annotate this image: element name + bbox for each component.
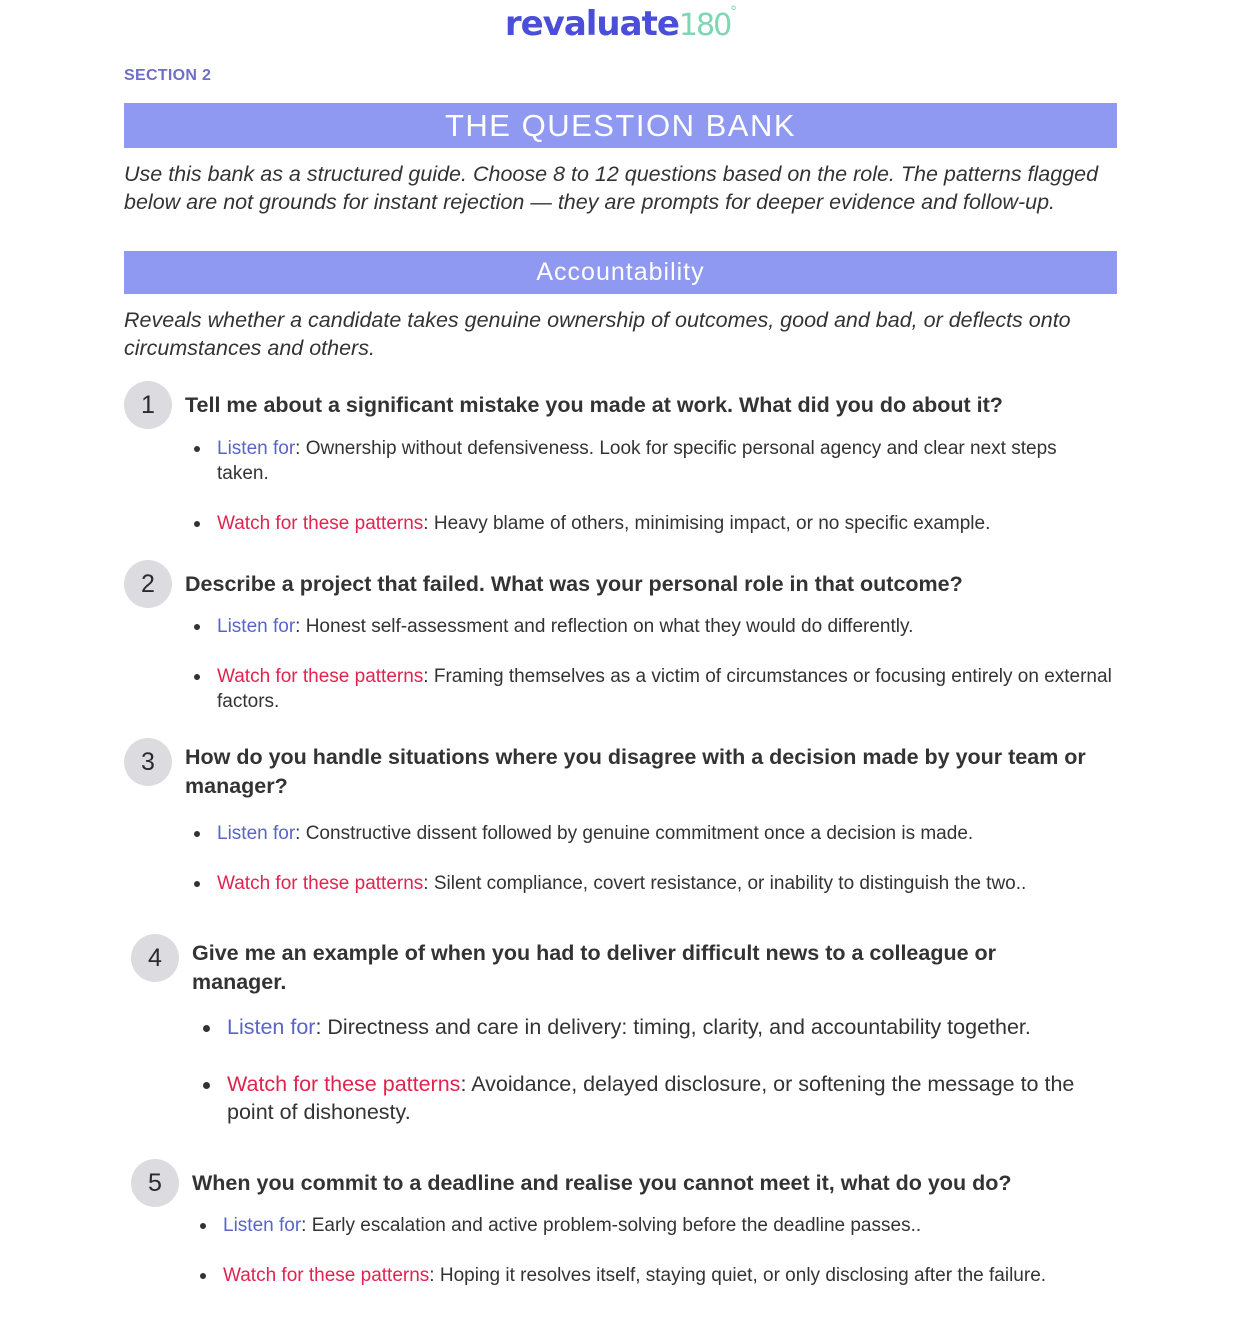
question-number: 2 xyxy=(124,560,172,608)
question-text: How do you handle situations where you disagree with a decision made by your team or manager? xyxy=(185,745,1086,798)
logo-number: 180 xyxy=(678,8,731,43)
listen-for-label: Listen for xyxy=(227,1015,316,1039)
logo-mark: ° xyxy=(730,4,737,20)
listen-for-text: : Early escalation and active problem-solving before the deadline passes.. xyxy=(301,1215,922,1236)
listen-for-text: : Ownership without defensiveness. Look for specific personal agency and clear next steps taken. xyxy=(217,438,1057,484)
watch-for-text: : Heavy blame of others, minimising impact, or no specific example. xyxy=(423,513,991,534)
listen-for-label: Listen for xyxy=(223,1215,302,1236)
listen-for-text: : Directness and care in delivery: timing, clarity, and accountability together. xyxy=(315,1015,1031,1039)
watch-for-bullet xyxy=(217,511,1102,536)
watch-for-label: Watch for these patterns xyxy=(223,1265,430,1286)
question-number: 4 xyxy=(131,934,179,982)
listen-for-bullet xyxy=(217,436,1102,486)
watch-for-text: : Avoidance, delayed disclosure, or softening the message to the point of dishonesty. xyxy=(227,1072,1075,1124)
section-label: SECTION 2 xyxy=(124,67,212,84)
question-text: Describe a project that failed. What was your personal role in that outcome? xyxy=(185,572,963,596)
page-title: THE QUESTION BANK xyxy=(124,103,1117,148)
category-description: Reveals whether a candidate takes genuine ownership of outcomes, good and bad, or deflects onto circumstances and others. xyxy=(124,308,1071,360)
watch-for-label: Watch for these patterns xyxy=(217,666,424,687)
watch-for-bullet xyxy=(227,1070,1122,1126)
watch-for-bullet xyxy=(223,1263,1103,1288)
watch-for-text: : Hoping it resolves itself, staying quiet, or only disclosing after the failure. xyxy=(429,1265,1047,1286)
listen-for-text: : Honest self-assessment and reflection on what they would do differently. xyxy=(295,616,914,637)
brand-logo xyxy=(0,4,1241,44)
watch-for-label: Watch for these patterns xyxy=(217,873,424,894)
listen-for-label: Listen for xyxy=(217,823,296,844)
watch-for-bullet xyxy=(217,664,1117,714)
watch-for-text: : Silent compliance, covert resistance, or inability to distinguish the two.. xyxy=(423,873,1027,894)
question-text: Tell me about a significant mistake you made at work. What did you do about it? xyxy=(185,393,1003,417)
watch-for-text: : Framing themselves as a victim of circumstances or focusing entirely on external factors. xyxy=(217,666,1112,712)
listen-for-bullet xyxy=(217,821,1117,846)
logo-word: revaluate xyxy=(504,4,679,44)
listen-for-label: Listen for xyxy=(217,616,296,637)
watch-for-bullet xyxy=(217,871,1117,896)
listen-for-text: : Constructive dissent followed by genuine commitment once a decision is made. xyxy=(295,823,974,844)
listen-for-bullet xyxy=(217,614,1117,639)
intro-text: Use this bank as a structured guide. Choose 8 to 12 questions based on the role. The patterns flagged below are not grounds for instant rejection — they are prompts for deeper evidence and follow-up. xyxy=(124,162,1099,214)
listen-for-bullet xyxy=(223,1213,1103,1238)
question-number: 5 xyxy=(131,1159,179,1207)
category-title: Accountability xyxy=(124,251,1117,294)
watch-for-label: Watch for these patterns xyxy=(227,1072,461,1096)
listen-for-label: Listen for xyxy=(217,438,296,459)
question-number: 3 xyxy=(124,738,172,786)
question-text: Give me an example of when you had to deliver difficult news to a colleague or manager. xyxy=(192,941,997,994)
question-number: 1 xyxy=(124,381,172,429)
question-text: When you commit to a deadline and realise you cannot meet it, what do you do? xyxy=(192,1171,1012,1195)
listen-for-bullet xyxy=(227,1013,1122,1041)
watch-for-label: Watch for these patterns xyxy=(217,513,424,534)
